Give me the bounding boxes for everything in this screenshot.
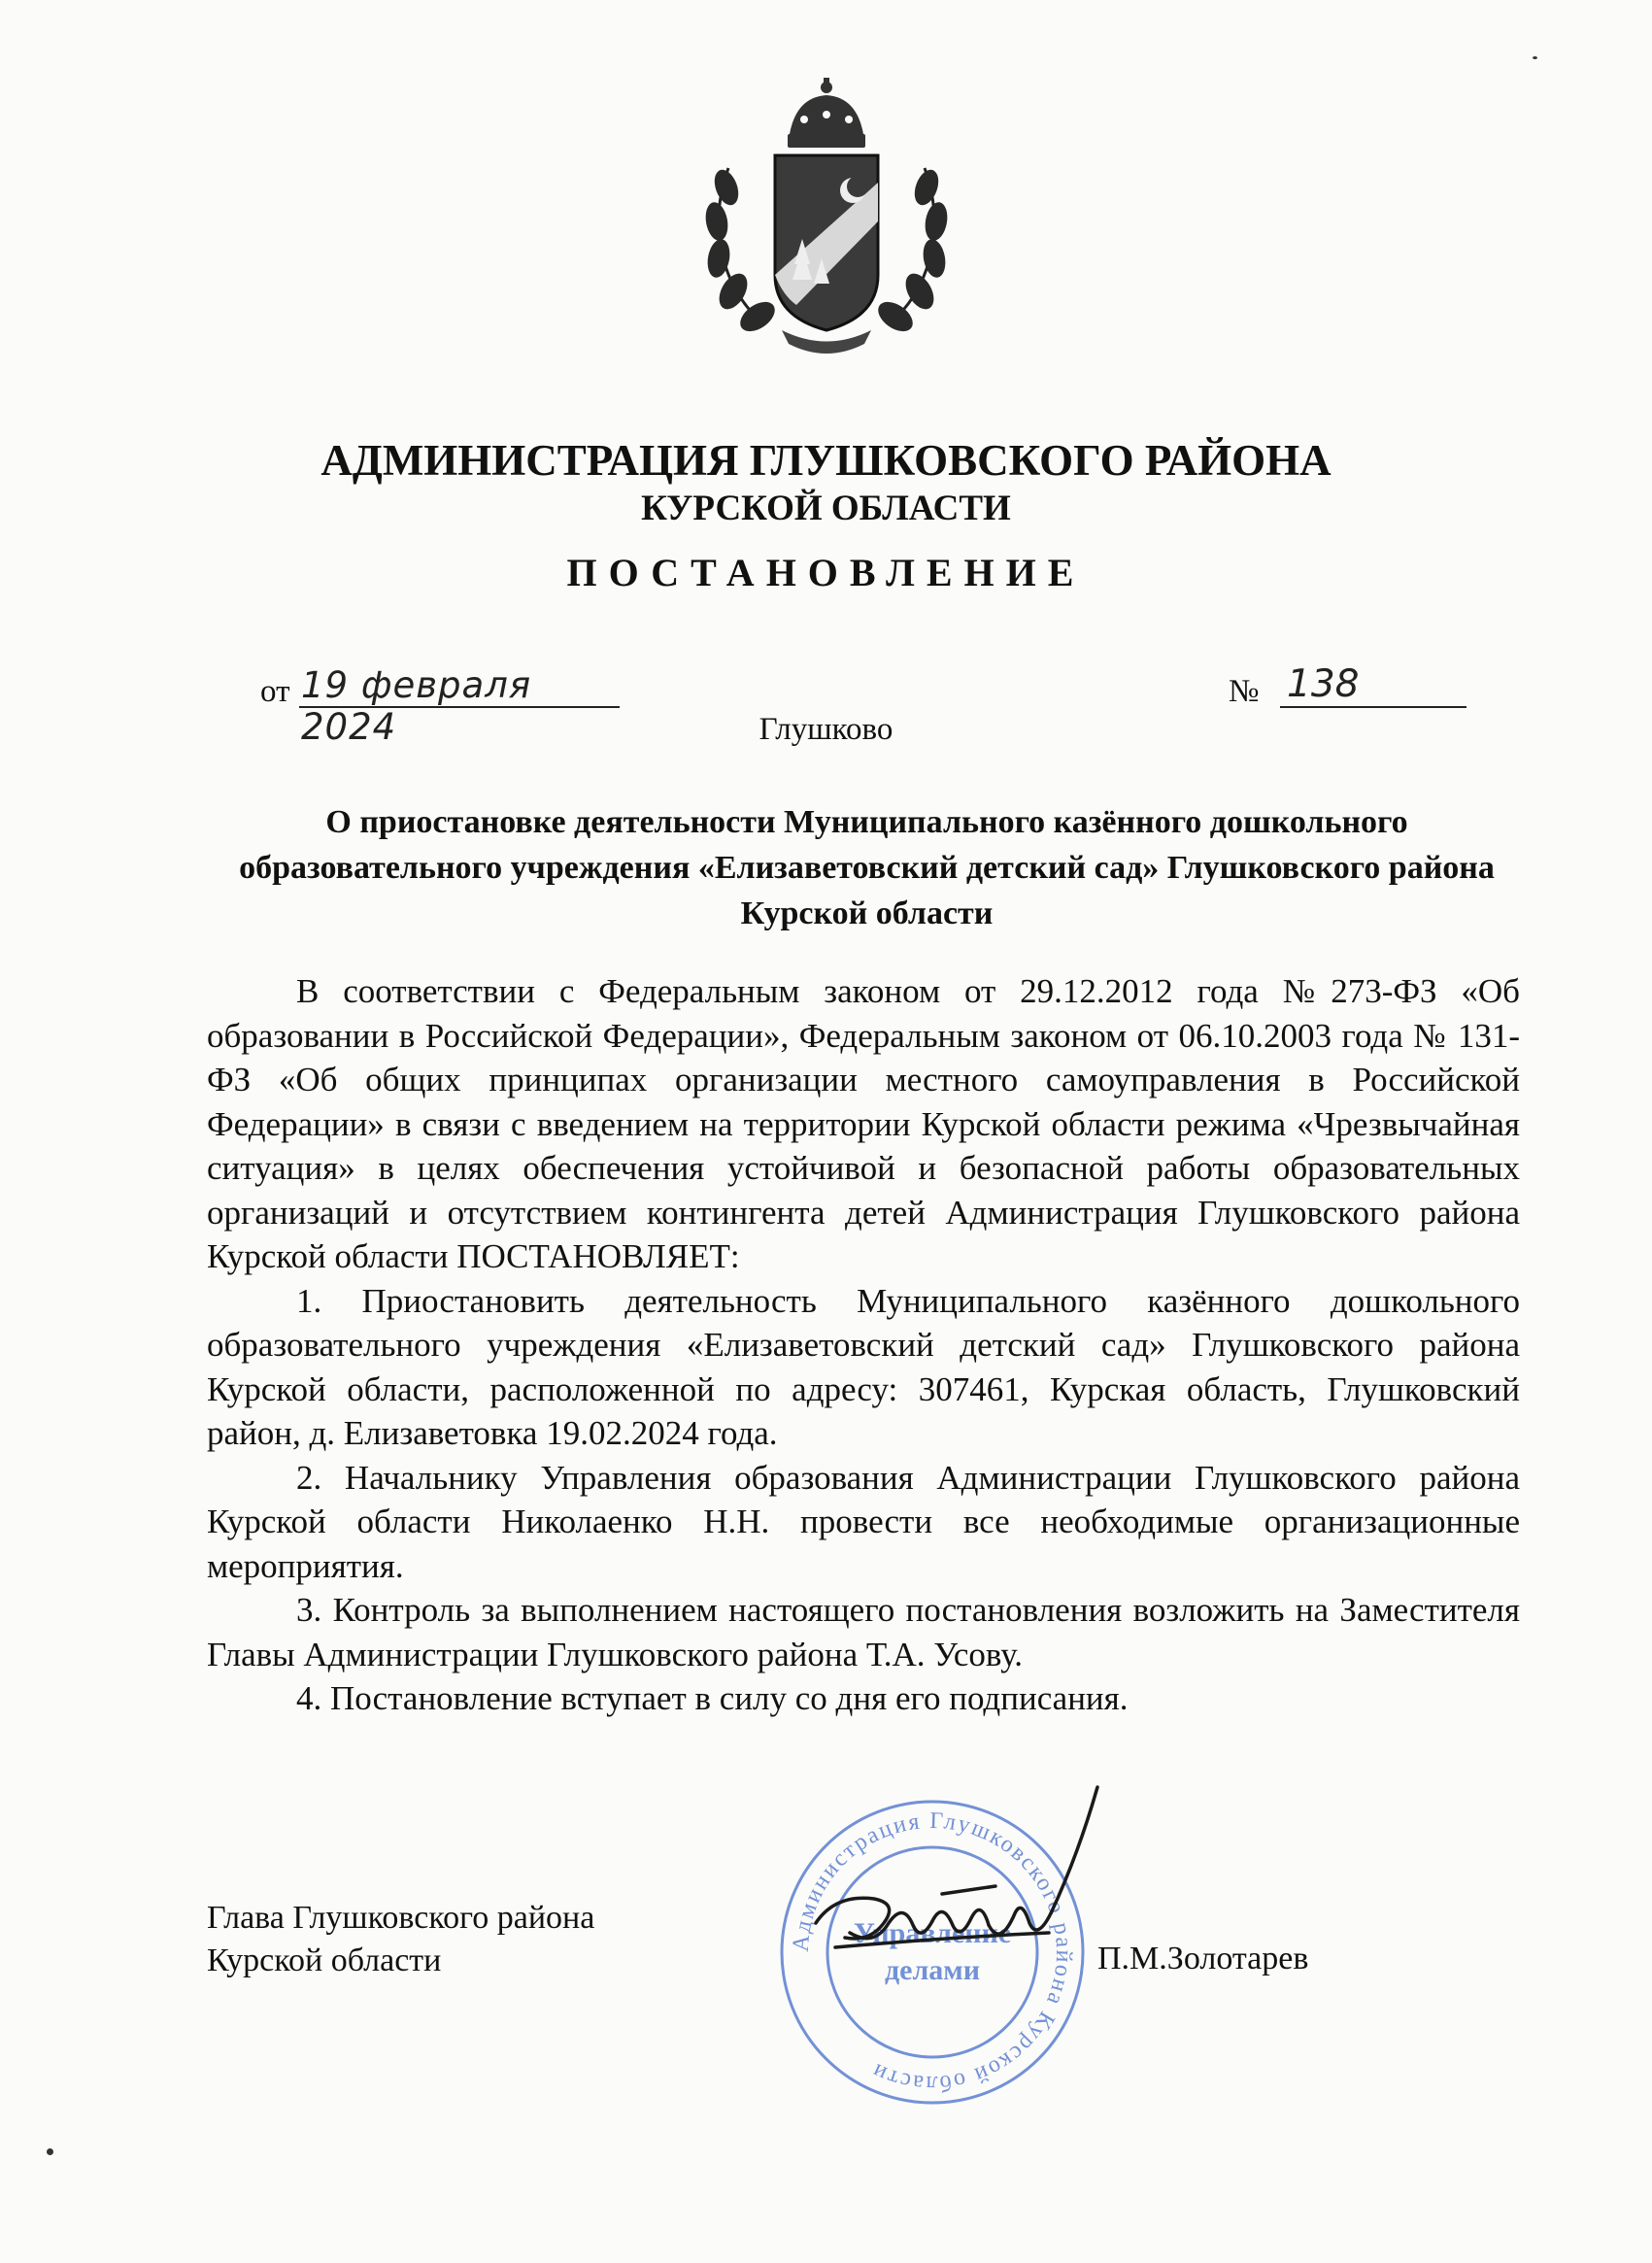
date-handwritten: 19 февраля 2024 (301, 664, 532, 748)
clause-4: 4. Постановление вступает в силу со дня его подписания. (296, 1679, 1129, 1717)
signatory-title-line2: Курской области (207, 1942, 442, 1978)
number-underline (1280, 706, 1467, 708)
clause-1: 1. Приостановить деятельность Муниципального казённого дошкольного образовательного учреждения «Елизаветовский детский сад» Глушковского района Курской области, расположенной по адресу: 307461, Курская область, Глушковский район, д. Елизаветовка 19.02.2024 года. (207, 1281, 1520, 1452)
seal-center-line1: Управление (853, 1917, 1012, 1949)
document-subject: О приостановке деятельности Муниципального казённого дошкольного образовательного учреждения «Елизаветовский детский сад» Глушковского района Курской области (239, 804, 1495, 931)
seal-ring-text: Администрация Глушковского района Курской области (788, 1807, 1077, 2097)
document-body (207, 969, 1520, 1721)
signatory-title (207, 1897, 594, 1982)
document-type: ПОСТАНОВЛЕНИЕ (566, 551, 1086, 594)
handwritten-signature (796, 1777, 1117, 2001)
organization-name: АДМИНИСТРАЦИЯ ГЛУШКОВСКОГО РАЙОНА (320, 436, 1332, 485)
scan-speck (1533, 56, 1537, 59)
signatory-name: П.М.Золотарев (1097, 1941, 1309, 1976)
clause-2: 2. Начальнику Управления образования Администрации Глушковского района Курской области Николаенко Н.Н. провести все необходимые организационные мероприятия. (207, 1458, 1520, 1585)
preamble-paragraph: В соответствии с Федеральным законом от 29.12.2012 года №273-ФЗ «Об образовании в Российской Федерации», Федеральным законом от 06.10.2003 года № 131-ФЗ «Об общих принципах организации местного самоуправления в Российской Федерации» в связи с введением на территории Курской области режима «Чрезвычайная ситуация» в целях обеспечения устойчивой и безопасной работы образовательных организаций и отсутствием контингента детей Администрация Глушковского района Курской области ПОСТАНОВЛЯЕТ: (207, 972, 1520, 1275)
organization-region: КУРСКОЙ ОБЛАСТИ (641, 489, 1011, 528)
seal-center-line2: делами (884, 1954, 981, 1986)
place-of-issue: Глушково (759, 712, 893, 747)
number-handwritten: 138 (1287, 662, 1360, 706)
clause-3: 3. Контроль за выполнением настоящего постановления возложить на Заместителя Главы Администрации Глушковского района Т.А. Усову. (207, 1591, 1520, 1673)
scan-speck (47, 2148, 53, 2155)
date-underline (299, 706, 620, 708)
date-label: от (260, 674, 290, 709)
coat-of-arms-emblem (699, 76, 954, 367)
signatory-title-line1: Глава Глушковского района (207, 1900, 595, 1936)
number-label: № (1229, 674, 1260, 709)
